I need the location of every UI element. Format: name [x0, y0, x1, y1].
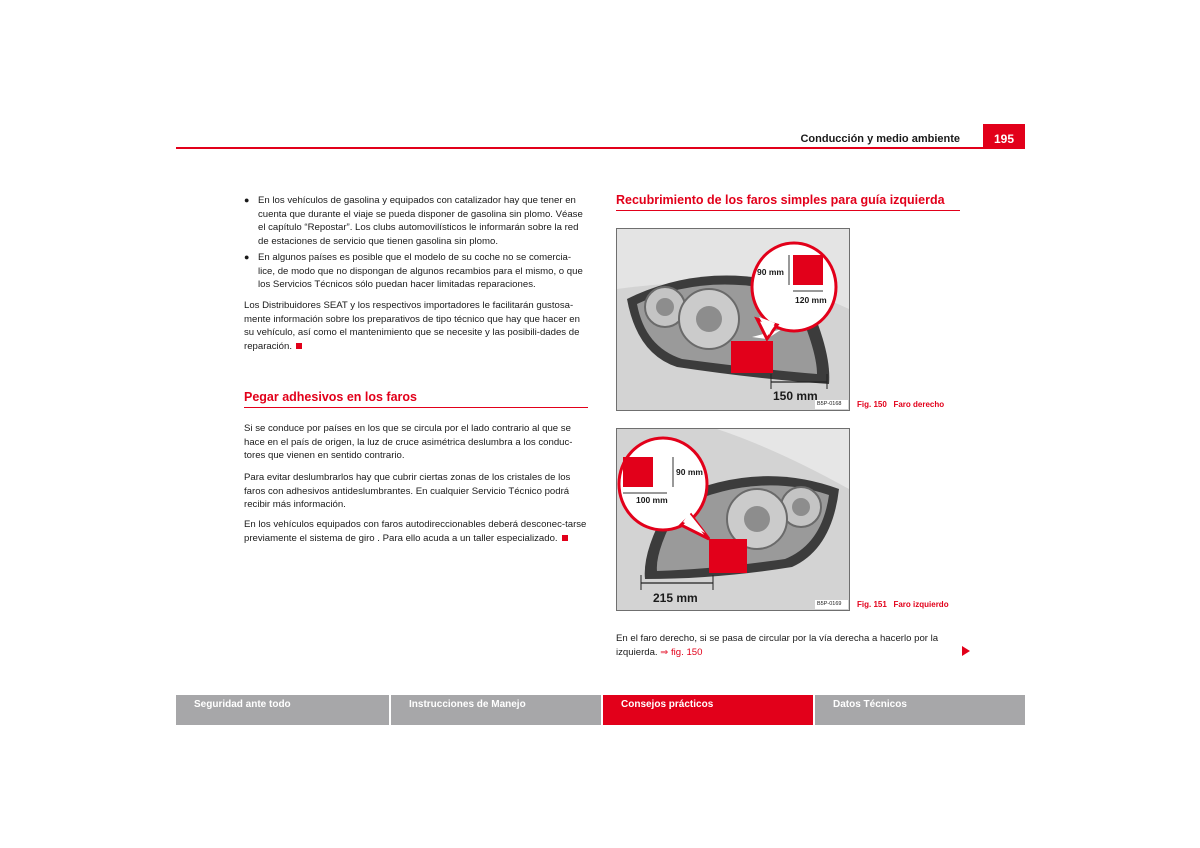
bullet-item	[244, 194, 588, 248]
paragraph: Para evitar deslumbrarlos hay que cubrir ciertas zonas de los cristales de los faros con adhesivos antideslumbrantes. En cualquier Servicio Técnico podrá recibir más información.	[244, 472, 571, 511]
continue-arrow-icon	[962, 646, 970, 656]
tab-datos-tecnicos[interactable]: Datos Técnicos	[813, 695, 1025, 725]
page-number: 195	[983, 124, 1025, 149]
end-of-section-icon	[296, 343, 302, 349]
paragraph	[244, 518, 588, 545]
dimension-label-width: 120 mm	[795, 295, 827, 305]
dimension-label-height: 90 mm	[676, 467, 703, 477]
figure-reference-link[interactable]	[660, 647, 702, 658]
paragraph: Si se conduce por países en los que se circula por el lado contrario al que se hace en el país de origen, la luz de cruce asimétrica deslumbra a los conduc-tores que vienen en sentido contrario.	[244, 423, 573, 462]
paragraph-text: En el faro derecho, si se pasa de circular por la vía derecha a hacerlo por la izquierda.	[616, 633, 939, 658]
paragraph-text: En los vehículos equipados con faros autodireccionables deberá desconec-tarse previamente el sistema de giro . Para ello acuda a un taller especializado.	[244, 519, 587, 544]
header-rule	[176, 147, 1025, 149]
section-title: Pegar adhesivos en los faros	[244, 390, 417, 404]
figure-number: Fig. 151	[857, 600, 887, 609]
headlight-illustration	[617, 429, 849, 610]
figure-left-headlight	[616, 428, 850, 611]
chapter-tabs	[176, 695, 1025, 725]
figure-caption-text: Faro izquierdo	[893, 600, 949, 609]
figure-code: B5P-0168	[817, 401, 842, 407]
figure-caption-text: Faro derecho	[893, 400, 945, 409]
dimension-label-height: 90 mm	[757, 267, 784, 277]
figure-caption	[857, 600, 949, 609]
dimension-label-offset: 215 mm	[653, 591, 698, 605]
bullet-text: En los vehículos de gasolina y equipados con catalizador hay que tener en cuenta que durante el viaje se pueda disponer de gasolina sin plomo. Véase el capítulo “Repostar”. Los clubs automovilísticos le informarán sobre la red de estaciones de servicio que tienen gasolina sin plomo.	[258, 195, 583, 247]
reference-arrow-icon: ⇒	[660, 646, 669, 658]
figure-number: Fig. 150	[857, 400, 887, 409]
tab-seguridad[interactable]: Seguridad ante todo	[176, 695, 389, 725]
section-rule	[616, 210, 960, 211]
dimension-label-offset: 150 mm	[773, 389, 818, 403]
bullet-item	[244, 251, 588, 292]
tab-consejos[interactable]: Consejos prácticos	[601, 695, 813, 725]
paragraph	[616, 632, 960, 659]
tab-instrucciones[interactable]: Instrucciones de Manejo	[389, 695, 601, 725]
section-title: Recubrimiento de los faros simples para guía izquierda	[616, 193, 945, 207]
figure-code: B5P-0169	[817, 601, 842, 607]
reference-link-text: fig. 150	[671, 646, 703, 658]
bullet-text: En algunos países es posible que el modelo de su coche no se comercia-lice, de modo que no dispongan de algunos recambios para el mismo, o que los Servicios Técnicos sólo puedan hacer limitadas reparaciones.	[258, 252, 583, 291]
bullet-icon: ●	[244, 252, 250, 262]
running-header-title: Conducción y medio ambiente	[800, 133, 960, 145]
paragraph	[244, 299, 588, 353]
figure-right-headlight	[616, 228, 850, 411]
headlight-illustration	[617, 229, 849, 410]
end-of-section-icon	[562, 535, 568, 541]
bullet-icon: ●	[244, 195, 250, 205]
paragraph-text: Los Distribuidores SEAT y los respectivos importadores le facilitarán gustosa-mente información sobre los preparativos de tipo técnico que hay que hacer en su vehículo, así como el mantenimiento que se necesite y las posibili-dades de reparación.	[244, 300, 580, 352]
figure-caption	[857, 400, 944, 409]
dimension-label-width: 100 mm	[636, 495, 668, 505]
section-rule	[244, 407, 588, 408]
